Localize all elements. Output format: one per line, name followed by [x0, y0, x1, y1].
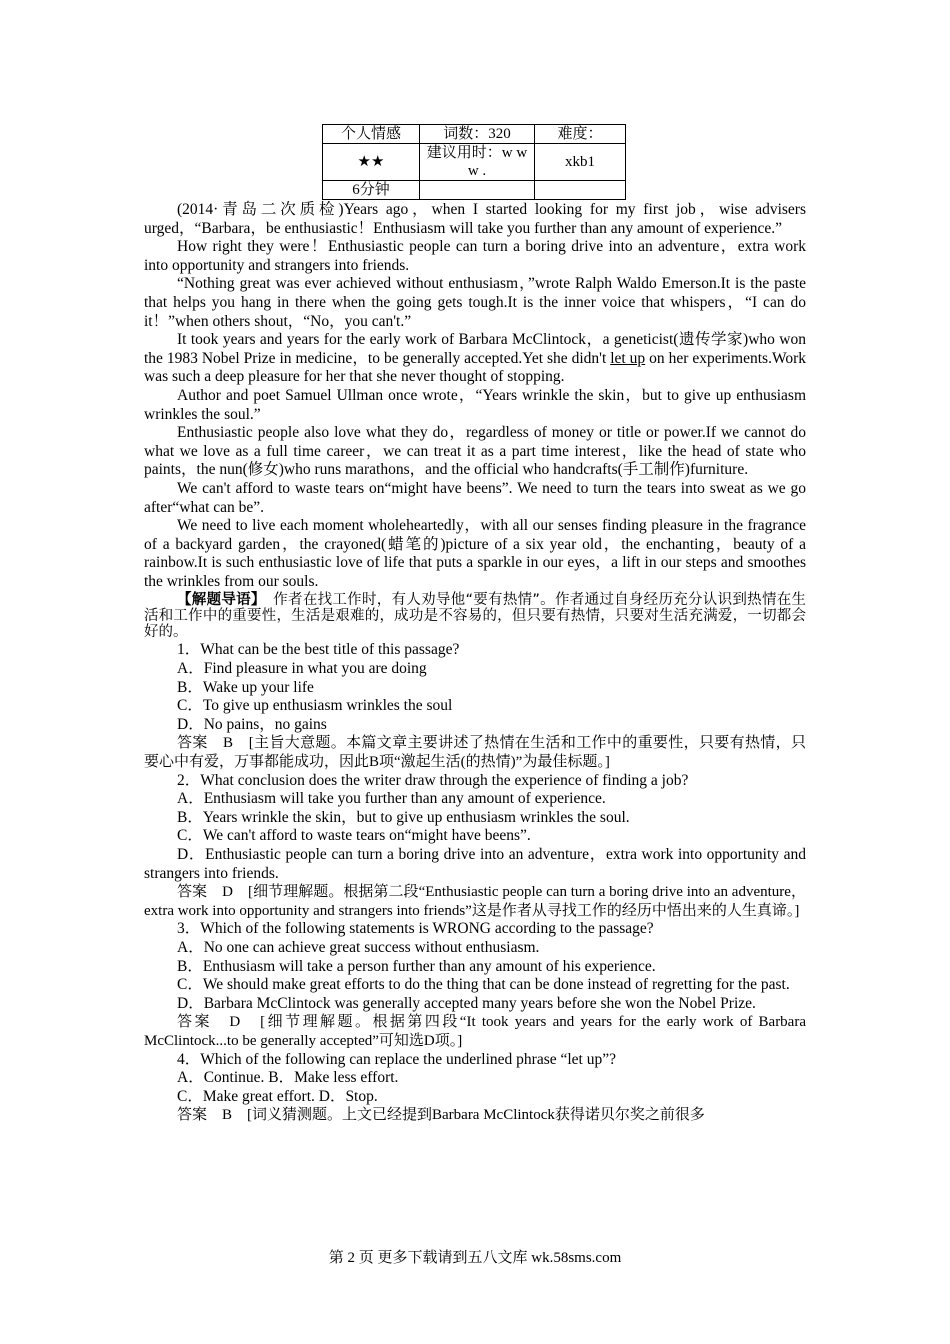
table-cell	[535, 181, 626, 200]
page-footer: 第 2 页 更多下载请到五八文库 wk.58sms.com	[328, 1250, 622, 1266]
table-row	[323, 125, 626, 144]
table-cell	[420, 181, 535, 200]
passage-paragraph: Author and poet Samuel Ullman once wrote，“Years wrinkle the skin，but to give up enthusiasm wrinkles the soul.”	[144, 386, 806, 423]
question-stem: 2．What conclusion does the writer draw through the experience of finding a job?	[177, 771, 689, 789]
passage-paragraph: We need to live each moment wholeheartedly，with all our senses finding pleasure in the fragrance of a backyard garden，the crayoned(蜡笔的)picture of a six year old，the enchanting，beauty of a rainbow.It is such enthusiastic love of life that puts a sparkle in our eyes，a lift in our steps and smoothes the wrinkles from our souls.	[144, 517, 806, 590]
question-stem: 4．Which of the following can replace the underlined phrase “let up”?	[177, 1050, 616, 1068]
option: C．To give up enthusiasm wrinkles the soul	[177, 697, 453, 715]
question-stem: 1．What can be the best title of this passage?	[177, 641, 460, 659]
paragraph-text: It took years and years for the early work of Barbara McClintock，a geneticist(遗传学家)who won the 1983 Nobel Prize in medicine，to be generally accepted.Yet she didn't	[144, 331, 806, 367]
option: C．Make great effort. D．Stop.	[177, 1087, 378, 1105]
option: C．We can't afford to waste tears on“might have beens”.	[177, 827, 531, 845]
option: B．Years wrinkle the skin，but to give up enthusiasm wrinkles the soul.	[177, 808, 630, 826]
answer: 答案 D [细节理解题。根据第四段“It took years and years for the early work of Barbara McClintock...to be generally accepted”可知选D项。]	[144, 1014, 806, 1049]
passage-paragraph	[144, 331, 806, 387]
passage-paragraph: We can't afford to waste tears on“might have beens”. We need to turn the tears into sweat as we go after“what can be”.	[144, 479, 806, 516]
table-cell: ★★	[323, 144, 420, 181]
info-table	[322, 124, 626, 200]
passage-paragraph: (2014·青岛二次质检)Years ago，when I started looking for my first job，wise advisers urged，“Barbara，be enthusiastic！Enthusiasm will take you further than any amount of experience.”	[144, 201, 806, 237]
guide-label: 【解题导语】	[177, 592, 259, 609]
option: A．No one can achieve great success without enthusiasm.	[177, 938, 540, 956]
table-cell: 6分钟	[323, 181, 420, 200]
table-cell: 难度：	[535, 125, 626, 144]
paragraph-text: on her experiments.Work was such a deep pleasure for her that she never thought of stopping.	[144, 349, 806, 386]
underlined-phrase: let up	[610, 349, 646, 367]
answer: 答案 D [细节理解题。根据第二段“Enthusiastic people can turn a boring drive into an adventure，extra work into opportunity and strangers into friends”这是作者从寻找工作的经历中悟出来的人生真谛。]	[144, 884, 806, 919]
option: D．Enthusiastic people can turn a boring drive into an adventure，extra work into opportunity and strangers into friends.	[144, 846, 806, 882]
option: A．Find pleasure in what you are doing	[177, 660, 427, 678]
answer: 答案 B [主旨大意题。本篇文章主要讲述了热情在生活和工作中的重要性，只要有热情，只要心中有爱，万事都能成功，因此B项“激起生活(的热情)”为最佳标题。]	[144, 735, 806, 771]
guide-section	[144, 592, 806, 640]
option: D．Barbara McClintock was generally accepted many years before she won the Nobel Prize.	[177, 994, 756, 1012]
option: D．No pains，no gains	[177, 715, 327, 733]
table-row	[323, 144, 626, 181]
table-cell: xkb1	[535, 144, 626, 181]
option: B．Wake up your life	[177, 678, 314, 696]
answer: 答案 B [词义猜测题。上文已经提到Barbara McClintock获得诺贝尔奖之前很多	[177, 1107, 705, 1124]
table-cell: 建议用时：w w w .	[420, 144, 535, 181]
content	[144, 201, 806, 1125]
passage-paragraph: Enthusiastic people also love what they do，regardless of money or title or power.If we cannot do what we love as a full time career，we can treat it as a part time interest，like the head of state who paints，the nun(修女)who runs marathons，and the official who handcrafts(手工制作)furniture.	[144, 424, 806, 479]
option: A．Continue. B．Make less effort.	[177, 1069, 399, 1087]
table-row	[323, 181, 626, 200]
guide-text: 作者在找工作时，有人劝导他“要有热情”。作者通过自身经历充分认识到热情在生活和工作中的重要性，生活是艰难的，成功是不容易的，但只要有热情，只要对生活充满爱，一切都会好的。	[144, 592, 807, 641]
table-cell: 个人情感	[323, 125, 420, 144]
question-stem: 3．Which of the following statements is WRONG according to the passage?	[177, 920, 654, 938]
option: C．We should make great efforts to do the thing that can be done instead of regretting for the past.	[177, 976, 790, 994]
passage-paragraph: How right they were！Enthusiastic people can turn a boring drive into an adventure，extra work into opportunity and strangers into friends.	[144, 238, 806, 274]
option: B．Enthusiasm will take a person further than any amount of his experience.	[177, 957, 656, 975]
table-cell: 词数：320	[420, 125, 535, 144]
option: A．Enthusiasm will take you further than any amount of experience.	[177, 790, 606, 808]
passage-paragraph: “Nothing great was ever achieved without enthusiasm，”wrote Ralph Waldo Emerson.It is the paste that helps you hang in there when the going gets tough.It is the inner voice that whispers，“I can do it！”when others shout，“No，you can't.”	[144, 275, 806, 330]
